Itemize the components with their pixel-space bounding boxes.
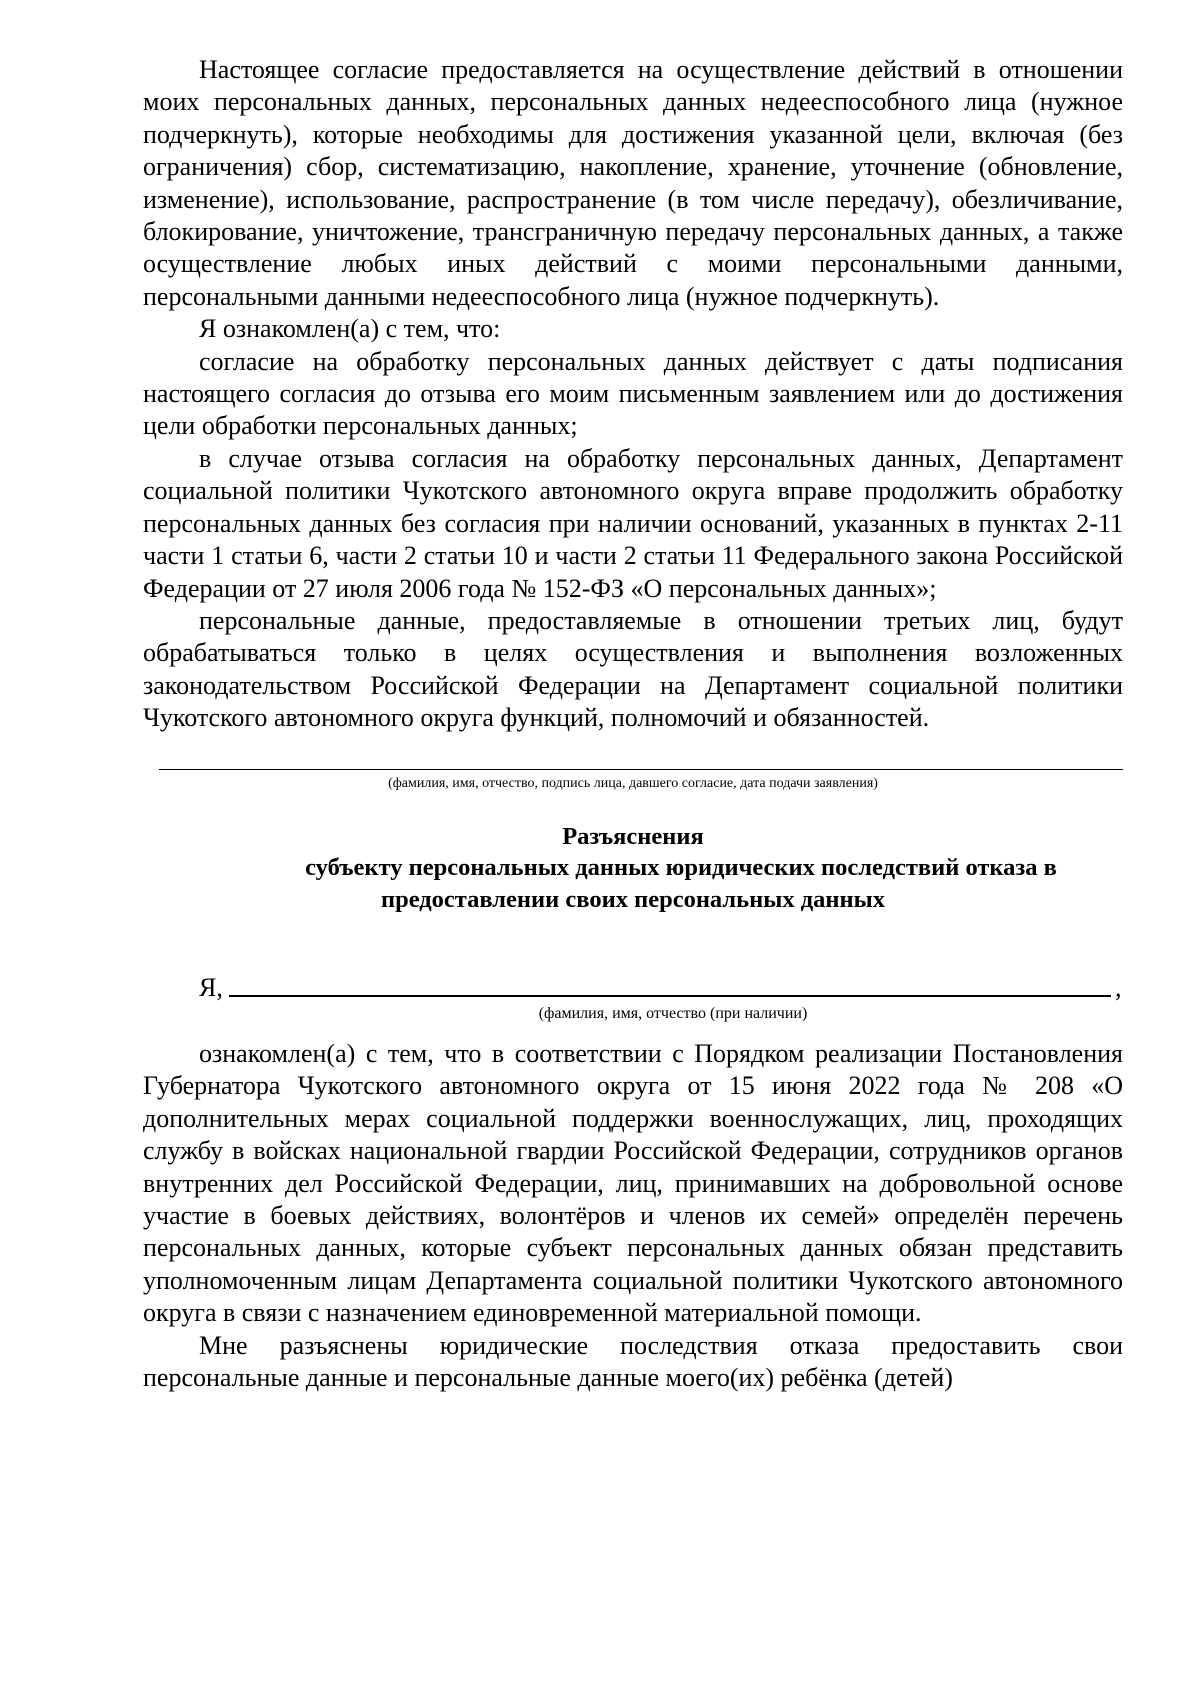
name-fill-caption: (фамилия, имя, отчество (при наличии) bbox=[538, 1005, 808, 1023]
explanation-title: Разъяснения bbox=[562, 822, 704, 850]
consent-paragraph-third-parties: персональные данные, предоставляемые в отношении третьих лиц, будут обрабатываться только в целях осуществления и выполнения возложенных законодательством Российской Федерации на Департамент социальной политики Чукотского автономного округа функций, полномочий и обязанностей. bbox=[143, 605, 1123, 733]
name-fill-line[interactable] bbox=[229, 969, 1111, 997]
consent-paragraph-withdrawal: в случае отзыва согласия на обработку персональных данных, Департамент социальной политики Чукотского автономного округа вправе продолжить обработку персональных данных без согласия при наличии оснований, указанных в пунктах 2-11 части 1 статьи 6, части 2 статьи 10 и части 2 статьи 11 Федерального закона Российской Федерации от 27 июля 2006 года № 152-ФЗ «О персональных данных»; bbox=[143, 443, 1123, 603]
fill-prefix: Я, bbox=[199, 973, 223, 1003]
signature-line[interactable] bbox=[159, 769, 1123, 770]
explanation-subtitle-line2: предоставлении своих персональных данных bbox=[381, 885, 885, 913]
consent-paragraph-scope: Настоящее согласие предоставляется на осуществление действий в отношении моих персональных данных, персональных данных недееспособного лица (нужное подчеркнуть), которые необходимы для достижения указанной цели, включая (без ограничения) сбор, систематизацию, накопление, хранение, уточнение (обновление, изменение), использование, распространение (в том числе передачу), обезличивание, блокирование, уничтожение, трансграничную передачу персональных данных, а также осуществление любых иных действий с моими персональными данными, персональными данными недееспособного лица (нужное подчеркнуть). bbox=[143, 55, 1123, 311]
document-page bbox=[143, 54, 1123, 1395]
explanation-heading bbox=[143, 821, 1123, 916]
consent-paragraph-acknowledged: Я ознакомлен(а) с тем, что: bbox=[199, 314, 501, 344]
explanation-subtitle-line1: субъекту персональных данных юридических последствий отказа в bbox=[305, 854, 1057, 882]
explanation-paragraph-consequences: Мне разъяснены юридические последствия отказа предоставить свои персональные данные и персональные данные моего(их) ребёнка (детей) bbox=[143, 1330, 1123, 1393]
name-fill-row bbox=[143, 969, 1123, 1004]
signature-caption: (фамилия, имя, отчество, подпись лица, давшего согласие, дата подачи заявления) bbox=[388, 775, 878, 791]
explanation-paragraph-list: ознакомлен(а) с тем, что в соответствии с Порядком реализации Постановления Губернатора Чукотского автономного округа от 15 июня 2022 года № 208 «О дополнительных мерах социальной поддержки военнослужащих, лиц, проходящих службу в войсках национальной гвардии Российской Федерации, сотрудников органов внутренних дел Российской Федерации, лиц, принимавших на добровольной основе участие в боевых действиях, волонтёров и членов их семей» определён перечень персональных данных, которые субъект персональных данных обязан представить уполномоченным лицам Департамента социальной политики Чукотского автономного округа в связи с назначением единовременной материальной помощи. bbox=[143, 1039, 1123, 1328]
signature-block bbox=[143, 769, 1123, 793]
consent-paragraph-validity: согласие на обработку персональных данных действует с даты подписания настоящего согласия до отзыва его моим письменным заявлением или до достижения цели обработки персональных данных; bbox=[143, 346, 1123, 441]
fill-suffix: , bbox=[1115, 973, 1122, 1003]
